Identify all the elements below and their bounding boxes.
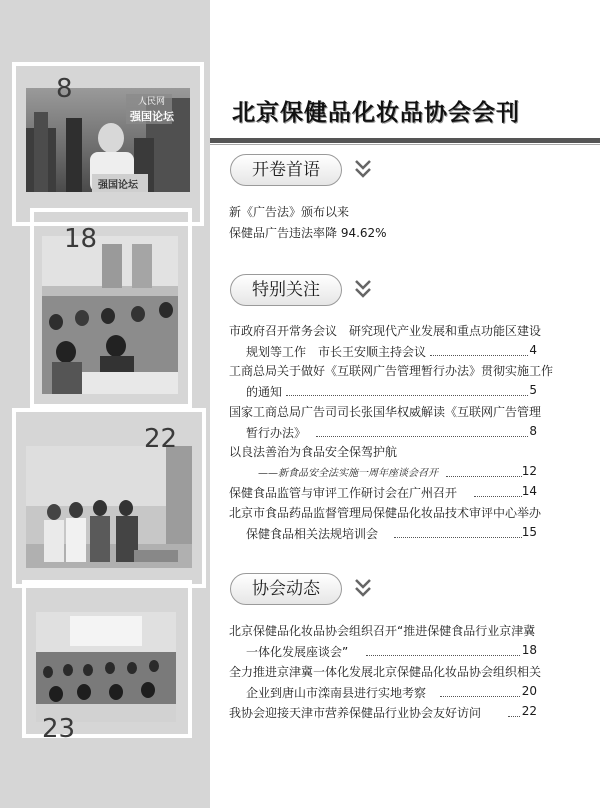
chevron-down-icon	[354, 158, 372, 182]
toc-entry-7-line-1: 北京保健品化妆品协会组织召开“推进保健食品行业京津冀	[229, 624, 536, 638]
toc-entry-3-line-2: 暂行办法》	[246, 426, 307, 440]
toc-entry-4-page: 12	[521, 464, 537, 478]
page-number-22: 22	[144, 424, 178, 454]
page-number-23: 23	[42, 714, 76, 744]
toc-entry-7-page: 18	[521, 643, 537, 657]
toc-entry-8-page: 20	[521, 684, 537, 698]
leader-dots	[430, 355, 528, 356]
leader-dots	[474, 496, 522, 497]
toc-entry-5-page: 14	[521, 484, 537, 498]
leader-dots	[446, 476, 522, 477]
section-header-foreword	[230, 154, 342, 186]
leader-dots	[440, 696, 520, 697]
page-number-8: 8	[56, 74, 73, 104]
sign-main-text: 强国论坛	[130, 110, 174, 123]
foreword-line-1: 新《广告法》颁布以来	[229, 205, 350, 219]
toc-entry-3-line-1: 国家工商总局广告司司长张国华权威解读《互联网广告管理	[229, 405, 542, 419]
toc-entry-4-subtitle: ——新食品安全法实施一周年座谈会召开	[258, 468, 438, 479]
toc-entry-1-page: 4	[529, 343, 537, 357]
chevron-down-icon	[354, 577, 372, 601]
toc-entry-7-line-2: 一体化发展座谈会”	[246, 645, 349, 659]
section-title-association-news: 协会动态	[252, 579, 320, 599]
section-header-association-news	[230, 573, 342, 605]
foreword-line-2: 保健品广告违法率降 94.62%	[229, 226, 387, 240]
toc-entry-1-line-2: 规划等工作 市长王安顺主持会议	[246, 345, 427, 359]
toc-entry-8-line-1: 全力推进京津冀一体化发展北京保健品化妆品协会组织相关	[229, 665, 542, 679]
desk-sign-text: 强国论坛	[98, 180, 138, 191]
toc-entry-9-line-1: 我协会迎接天津市营养保健品行业协会友好访问	[229, 706, 482, 720]
sign-sub-text: 人民网	[138, 97, 166, 107]
toc-entry-5-line-1: 保健食品监管与审评工作研讨会在广州召开	[229, 486, 458, 500]
leader-dots	[508, 716, 520, 717]
chevron-down-icon	[354, 278, 372, 302]
leader-dots	[394, 537, 522, 538]
toc-entry-2-line-1: 工商总局关于做好《互联网广告管理暂行办法》贯彻实施工作	[229, 364, 554, 378]
leader-dots	[366, 655, 520, 656]
toc-entry-9-page: 22	[521, 704, 537, 718]
section-title-foreword: 开卷首语	[252, 160, 320, 180]
masthead-rule-thin	[210, 144, 600, 145]
masthead-rule	[210, 138, 600, 143]
section-header-special-focus	[230, 274, 342, 306]
leader-dots	[316, 436, 528, 437]
toc-entry-2-page: 5	[529, 383, 537, 397]
toc-entry-4-line-1: 以良法善治为食品安全保驾护航	[229, 445, 398, 459]
photo-frame-2	[30, 208, 192, 408]
left-photo-column	[0, 0, 210, 808]
toc-entry-1-line-1: 市政府召开常务会议 研究现代产业发展和重点功能区建设	[229, 324, 542, 338]
leader-dots	[286, 395, 528, 396]
page-number-18: 18	[64, 224, 98, 254]
photo-frame-1	[12, 62, 204, 226]
toc-entry-6-line-1: 北京市食品药品监督管理局保健品化妆品技术审评中心举办	[229, 506, 542, 520]
toc-entry-6-line-2: 保健食品相关法规培训会	[246, 527, 379, 541]
toc-entry-8-line-2: 企业到唐山市滦南县进行实地考察	[246, 686, 427, 700]
section-title-special-focus: 特别关注	[252, 280, 320, 300]
toc-entry-2-line-2: 的通知	[246, 385, 283, 399]
masthead-title: 北京保健品化妆品协会会刊	[232, 100, 520, 126]
toc-entry-3-page: 8	[529, 424, 537, 438]
toc-entry-6-page: 15	[521, 525, 537, 539]
